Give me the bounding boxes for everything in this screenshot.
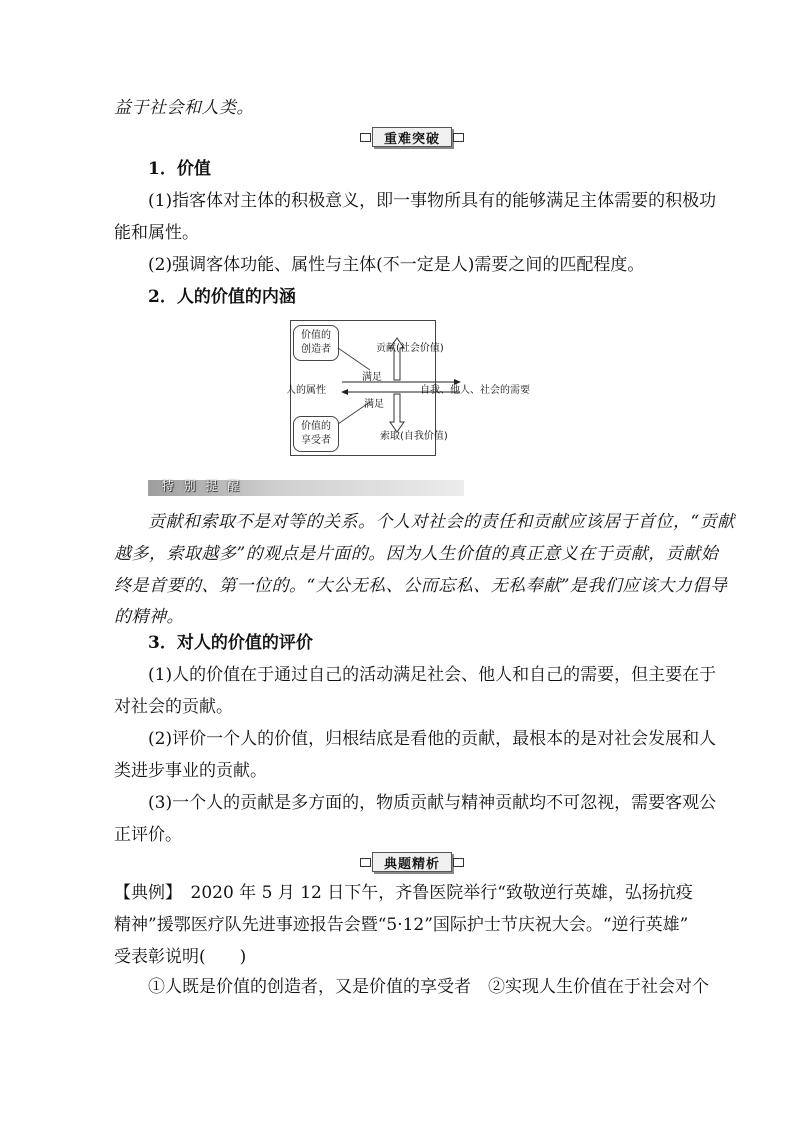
paragraph-line: 对社会的贡献。 bbox=[114, 697, 233, 717]
heading-meaning: 2．人的价值的内涵 bbox=[148, 287, 296, 307]
paragraph-line: 类进步事业的贡献。 bbox=[114, 761, 267, 781]
example-line: 【典例】 2020 年 5 月 12 日下午，齐鲁医院举行“致敬逆行英雄，弘扬抗疫 bbox=[114, 883, 693, 903]
tip-label: 特 别 提 醒 bbox=[161, 478, 243, 493]
enjoyer-box: 价值的 享受者 bbox=[293, 416, 339, 452]
heading-evaluation: 3．对人的价值的评价 bbox=[148, 633, 313, 653]
tip-text-line: 的精神。 bbox=[114, 607, 184, 627]
paragraph-line: 正评价。 bbox=[114, 825, 182, 845]
value-diagram bbox=[280, 318, 560, 458]
satisfy-label-bottom: 满足 bbox=[364, 399, 384, 410]
example-line: 受表彰说明( ) bbox=[114, 947, 247, 967]
needs-label: 自我、他人、社会的需要 bbox=[420, 385, 530, 396]
creator-box: 价值的 创造者 bbox=[293, 325, 339, 361]
demand-label: 索取(自我价值) bbox=[380, 431, 448, 442]
paragraph-line: (1)人的价值在于通过自己的活动满足社会、他人和自己的需要，但主要在于 bbox=[148, 665, 717, 685]
attribute-label: 人的属性 bbox=[286, 385, 326, 396]
banner-left-cap bbox=[360, 858, 371, 867]
tip-text-line: 贡献和索取不是对等的关系。个人对社会的责任和贡献应该居于首位，“贡献 bbox=[148, 512, 735, 532]
tip-text-line: 越多，索取越多”的观点是片面的。因为人生价值的真正意义在于贡献，贡献始 bbox=[114, 544, 719, 564]
example-option-line: ①人既是价值的创造者，又是价值的享受者 ②实现人生价值在于社会对个 bbox=[148, 977, 709, 997]
banner-label: 典题精析 bbox=[372, 852, 452, 872]
satisfy-label-top: 满足 bbox=[362, 372, 382, 383]
paragraph-line: (2)评价一个人的价值，归根结底是看他的贡献，最根本的是对社会发展和人 bbox=[148, 729, 717, 749]
section-banner-example bbox=[360, 852, 464, 872]
tip-text-line: 终是首要的、第一位的。“大公无私、公而忘私、无私奉献”是我们应该大力倡导 bbox=[114, 576, 728, 596]
contribution-label: 贡献(社会价值) bbox=[376, 343, 444, 354]
special-tip-banner bbox=[148, 474, 464, 496]
paragraph-line: (2)强调客体功能、属性与主体(不一定是人)需要之间的匹配程度。 bbox=[148, 255, 645, 275]
banner-right-cap bbox=[453, 858, 464, 867]
paragraph-line: (1)指客体对主体的积极意义，即一事物所具有的能够满足主体需要的积极功 bbox=[148, 191, 717, 211]
continuation-text: 益于社会和人类。 bbox=[114, 98, 254, 118]
section-banner-difficulty bbox=[360, 127, 464, 147]
paragraph-line: (3)一个人的贡献是多方面的，物质贡献与精神贡献均不可忽视，需要客观公 bbox=[148, 793, 717, 813]
banner-label: 重难突破 bbox=[372, 127, 452, 147]
banner-right-cap bbox=[453, 133, 464, 142]
example-line: 精神”援鄂医疗队先进事迹报告会暨“5·12”国际护士节庆祝大会。“逆行英雄” bbox=[114, 915, 689, 935]
banner-left-cap bbox=[360, 133, 371, 142]
heading-value: 1．价值 bbox=[148, 159, 211, 179]
paragraph-line: 能和属性。 bbox=[114, 223, 199, 243]
